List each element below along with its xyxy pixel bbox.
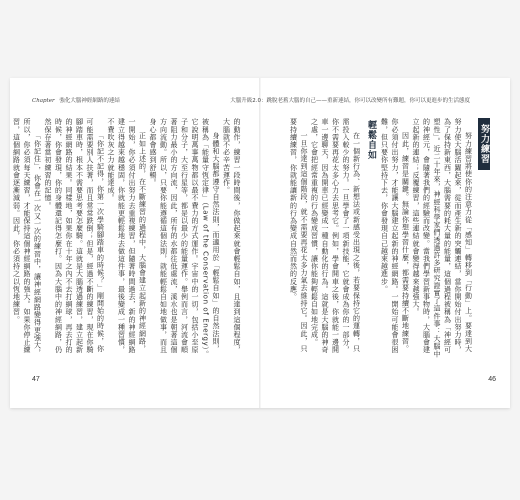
left-paragraph: 正如上述的，在不斷練習的過程中，大腦會建立起新的神經網路，一開始，你必須付出努力去重複練習，但隨著時間過去，新的神經網路建立得越來越穩固，你就能更輕鬆地去做這件事，最後變成一種習慣，不費吹灰之力就能達成。 [107, 118, 147, 354]
left-paragraph: 「你記不記得，你第一次學騎腳踏車的時候？」剛開始的時候，你可能需要別人扶著，而且常常跌倒；但是，經過不斷的練習，現在你騎腳踏車時，根本不需要思考要怎麼騎。這就是大腦透過練習，建立起新的神經網路的結果。同樣地，如果你在十年之內不去打網球，再去打的時候，你會發現，你的身體還記得怎麼打。因為大腦中的神經網路，仍然保存著當初練習的記憶。 [44, 118, 105, 354]
right-paragraph: 在一個新行為、新想法或新感受出現之後，若要保持它的運轉，只需投入較少的努力。一旦學會了一項新技能，它就會成為你的一部分，你不需要再花太多心力去思考它。例如，學會開車之後，你就能一邊開車一邊聊天，因為開車已經變成一種自動化的行為。這就是大腦的神奇之處，它會把經常重複的行為變成習慣，讓你能夠輕鬆自如地完成。 [310, 118, 361, 354]
chapter-label: Chapter [32, 98, 55, 104]
right-running-head: 大腦升級2.0：跳脫老舊大腦的自己——重新連結，你可以改變所有難題，你可以更進步的生活態度 [230, 98, 470, 104]
left-paragraph: 的動作，練習一段時間後，你做起來就會輕鬆自如，且達到這個程度，大腦就不必辛苦運作。 [222, 118, 241, 354]
right-paragraph: 因此，練習是關鍵。無論你想學習什麼，都需要持續不斷地練習。你必須付出努力，才能讓大腦建立起新的神經網路。一開始可能會很困難，但只要你堅持下去，你會發現自己越來越進步。 [380, 118, 410, 354]
left-page-number: 47 [32, 376, 40, 383]
right-page-body [275, 118, 493, 358]
left-page [10, 78, 259, 408]
section-heading-effortless: 輕鬆自如 [366, 120, 376, 160]
right-paragraph: 一旦你達到這個階段，就不需要再花太多力氣去維持它。因此，只要持續練習，你就能讓新的行為變成自然而然的反應。 [289, 118, 308, 353]
left-paragraph: 身體和大腦都遵守自然法則，而適用於「輕鬆自如」的自然法則，被稱為「能量守恆定律」（Law of the Conservation of Energy）。它說明萬事萬物都以最不費力的方式運作。宇宙中的一切，包括小至原子和分子，大至行星等，都是以最少的能量運作。舉例而言，河流會順著阻力最小的方向流，因此，所有的水都往低處流，溪水也是朝著這個方向流動。所以，只要你能遵循這個法則，就能輕鬆自如地做事，而且身心都會感到舒暢。 [149, 118, 220, 359]
book-spread [10, 78, 510, 408]
section-heading-practice: 努力練習 [478, 118, 491, 170]
left-paragraph: 「你記住」，你會在一次又一次的練習中，讓神經網路變得更強大，所以，你必須每天練習，才能保持這個神經網路的強大。如果你停止練習，這個網路就會逐漸減弱。因此，你必須持之以恆地練習。 [12, 118, 42, 357]
left-page-body [12, 118, 242, 359]
right-paragraph: 努力練習將使你的注意力從「感知」轉移到「行動」上。要達到大努力使大腦活躍起來，從而產生新的突觸連結，當你開始付出努力時，為了保持新東西，大腦需要的耗大量的能量，這個過程被稱為「神經可塑性」。近二十年來，神經科學家們透過許多研究證實了這件事：大腦中的神經元，會隨著我們的經驗而改變。當我們學習新事物時，大腦會建立起新的連結；反覆練習，這些連結就會變得越來越強大。 [412, 118, 473, 358]
chapter-title: 強化大腦神經網路的連結 [59, 98, 120, 104]
right-page-number: 46 [488, 376, 496, 383]
left-running-head [32, 96, 120, 104]
